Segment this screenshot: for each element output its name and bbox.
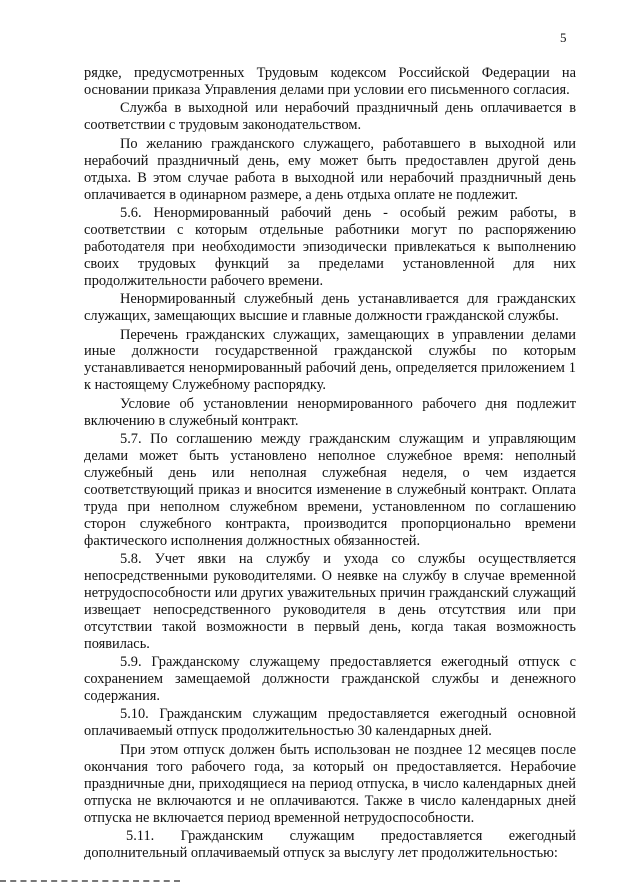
paragraph: При этом отпуск должен быть использован не позднее 12 месяцев после окончания того рабочего года, за который он предоставляется. Нерабочие праздничные дни, приходящиеся на период отпуска, в число календарных дней отпуска не включаются и не оплачиваются. Также в число календарных дней отпуска не включается период временной нетрудоспособности.	[84, 741, 576, 826]
paragraph: Перечень гражданских служащих, замещающих в управлении делами иные должности государственной гражданской службы по которым устанавливается ненормированный рабочий день, определяется приложением 1 к настоящему Служебному распорядку.	[84, 326, 576, 394]
paragraph: По желанию гражданского служащего, работавшего в выходной или нерабочий праздничный день, ему может быть предоставлен другой день отдыха. В этом случае работа в выходной или нерабочий праздничный день оплачивается в одинарном размере, а день отдыха оплате не подлежит.	[84, 135, 576, 203]
paragraph: Условие об установлении ненормированного рабочего дня подлежит включению в служебный контракт.	[84, 395, 576, 429]
page-number: 5	[560, 30, 567, 45]
paragraph-5-10: 5.10. Гражданским служащим предоставляется ежегодный основной оплачиваемый отпуск продолжительностью 30 календарных дней.	[84, 706, 576, 740]
paragraph-continuation: рядке, предусмотренных Трудовым кодексом Российской Федерации на основании приказа Управления делами при условии его письменного согласия.	[84, 65, 576, 98]
paragraph-5-11: 5.11. Гражданским служащим предоставляется ежегодный дополнительный оплачиваемый отпуск за выслугу лет продолжительностью:	[84, 828, 576, 861]
paragraph: Служба в выходной или нерабочий праздничный день оплачивается в соответствии с трудовым законодательством.	[84, 100, 576, 134]
footnote-separator	[0, 880, 180, 882]
paragraph: Ненормированный служебный день устанавливается для гражданских служащих, замещающих высшие и главные должности гражданской службы.	[84, 291, 576, 325]
paragraph-5-9: 5.9. Гражданскому служащему предоставляется ежегодный отпуск с сохранением замещаемой должности гражданской службы и денежного содержания.	[84, 654, 576, 704]
document-body	[84, 65, 576, 863]
paragraph-5-6: 5.6. Ненормированный рабочий день - особый режим работы, в соответствии с которым отдельные работники могут по распоряжению работодателя при необходимости эпизодически привлекаться к выполнению своих трудовых функций за пределами установленной для них продолжительности рабочего времени.	[84, 205, 576, 289]
paragraph-5-8: 5.8. Учет явки на службу и ухода со службы осуществляется непосредственными руководителями. О неявке на службу в случае временной нетрудоспособности или других уважительных причин гражданский служащий извещает непосредственного руководителя в день отсутствия или при отсутствии такой возможности в первый день, когда такая возможность появилась.	[84, 551, 576, 652]
paragraph-5-7: 5.7. По соглашению между гражданским служащим и управляющим делами может быть установлено неполное служебное время: неполный служебный день или неполная служебная неделя, о чем издается соответствующий приказ и вносится изменение в служебный контракт. Оплата труда при неполном служебном времени, установленном по соглашению сторон служебного контракта, производится пропорционально времени фактического исполнения должностных обязанностей.	[84, 431, 576, 549]
